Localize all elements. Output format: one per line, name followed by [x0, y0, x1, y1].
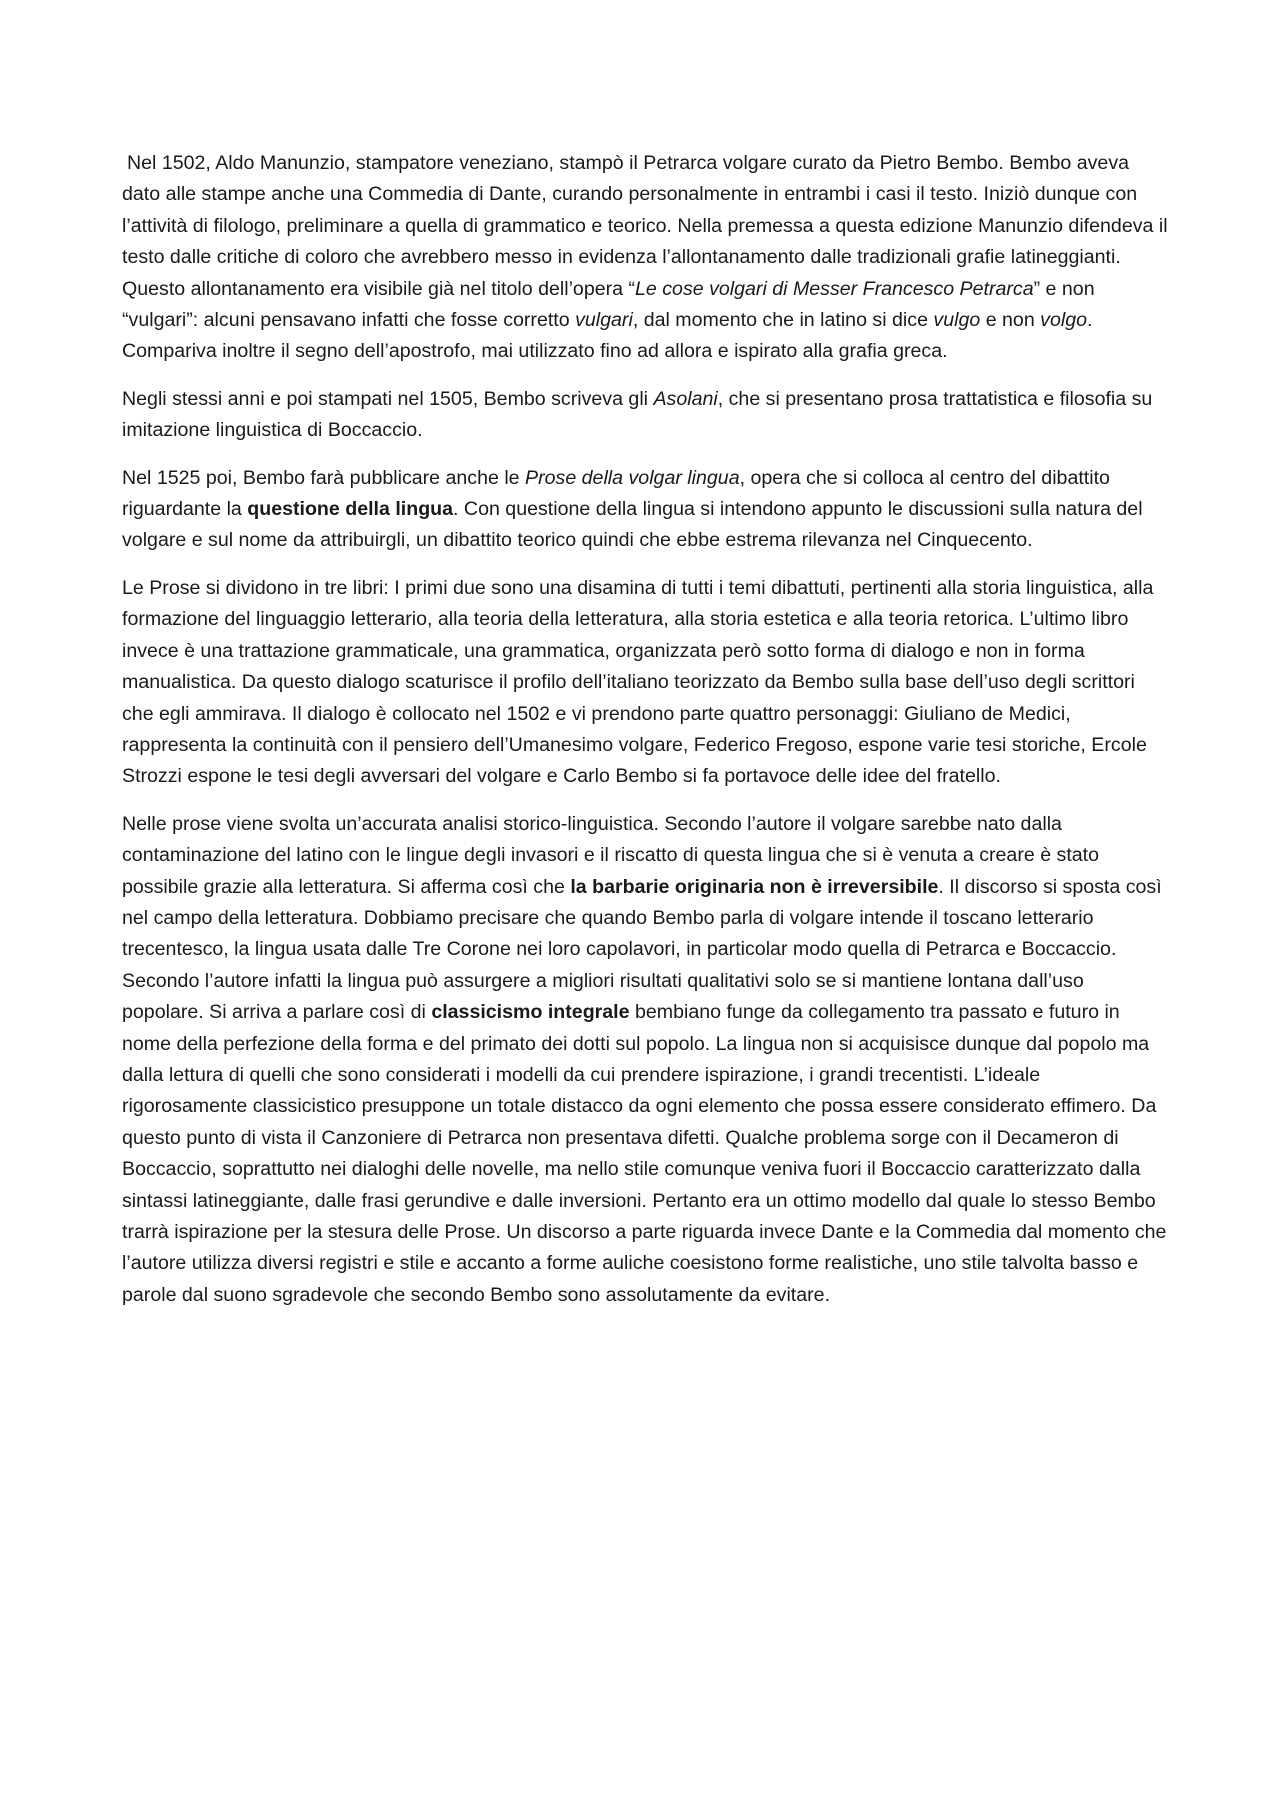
- text-run: Le Prose si dividono in tre libri: I primi due sono una disamina di tutti i temi dibattuti, pertinenti alla storia linguistica, alla formazione del linguaggio letterario, alla teoria della letteratura, alla storia estetica e alla teoria retorica. L’ultimo libro invece è una trattazione grammaticale, una grammatica, organizzata però sotto forma di dialogo e non in forma manualistica. Da questo dialogo scaturisce il profilo dell’italiano teorizzato da Bembo sulla base dell’uso degli scrittori che egli ammirava. Il dialogo è collocato nel 1502 e vi prendono parte quattro personaggi: Giuliano de Medici, rappresenta la continuità con il pensiero dell’Umanesimo volgare, Federico Fregoso, espone varie tesi storiche, Ercole Strozzi espone le tesi degli avversari del volgare e Carlo Bembo si fa portavoce delle idee del fratello.: [122, 576, 1154, 788]
- document-body: [122, 148, 1170, 1327]
- paragraph: [122, 463, 1170, 557]
- text-run: . Con questione della lingua si intendono appunto le discussioni sulla natura del volgare e sul nome da attribuirgli, un dibattito teorico quindi che ebbe estrema rilevanza nel Cinquecento.: [122, 498, 1143, 552]
- text-run: . Compariva inoltre il segno dell’apostrofo, mai utilizzato fino ad allora e ispirato alla grafia greca.: [122, 309, 1093, 363]
- text-run: Negli stessi anni e poi stampati nel 1505, Bembo scriveva gli: [122, 387, 654, 410]
- bold-text: classicismo integrale: [431, 1001, 630, 1024]
- text-run: Nel 1502, Aldo Manunzio, stampatore veneziano, stampò il Petrarca volgare curato da Pietro Bembo. Bembo aveva dato alle stampe anche una Commedia di Dante, curando personalmente in entrambi i casi il testo. Iniziò dunque con l’attività di filologo, preliminare a quella di grammatico e teorico. Nella premessa a questa edizione Manunzio difendeva il testo dalle critiche di coloro che avrebbero messo in evidenza l’allontanamento dalle tradizionali grafie latineggianti. Questo allontanamento era visibile già nel titolo dell’opera “: [122, 152, 1168, 300]
- paragraph: [122, 809, 1170, 1312]
- bold-text: la barbarie originaria non è irreversibile: [570, 875, 939, 898]
- text-run: , che si presentano prosa trattatistica e filosofia su imitazione linguistica di Boccaccio.: [122, 387, 1153, 442]
- italic-text: Prose della volgar lingua: [525, 466, 740, 489]
- text-run: bembiano funge da collegamento tra passato e futuro in nome della perfezione della forma e del primato dei dotti sul popolo. La lingua non si acquisisce dunque dal popolo ma dalla lettura di quelli che sono considerati i modelli da cui prendere ispirazione, i grandi trecentisti. L’ideale rigorosamente classicistico presuppone un totale distacco da ogni elemento che possa essere considerato effimero. Da questo punto di vista il Canzoniere di Petrarca non presentava difetti. Qualche problema sorge con il Decameron di Boccaccio, soprattutto nei dialoghi delle novelle, ma nello stile comunque veniva fuori il Boccaccio caratterizzato dalla sintassi latineggiante, dalle frasi gerundive e dalle inversioni. Pertanto era un ottimo modello dal quale lo stesso Bembo trarrà ispirazione per la stesura delle Prose. Un discorso a parte riguarda invece Dante e la Commedia dal momento che l’autore utilizza diversi registri e stile e accanto a forme auliche coesistono forme realistiche, uno stile talvolta basso e parole dal suono sgradevole che secondo Bembo sono assolutamente da evitare.: [122, 1001, 1167, 1306]
- paragraph: [122, 148, 1170, 368]
- paragraph: [122, 573, 1170, 793]
- italic-text: vulgo: [933, 309, 981, 332]
- text-run: , opera che si colloca al centro del dibattito riguardante la: [122, 466, 1110, 521]
- italic-text: Asolani: [653, 387, 718, 410]
- paragraph: [122, 384, 1170, 447]
- text-run: Nelle prose viene svolta un’accurata analisi storico-linguistica. Secondo l’autore il volgare sarebbe nato dalla contaminazione del latino con le lingue degli invasori e il riscatto di questa lingua che si è venuta a creare è stato possibile grazie alla letteratura. Si afferma così che: [122, 812, 1100, 898]
- text-run: e non: [980, 309, 1041, 332]
- text-run: ” e non “vulgari”: alcuni pensavano infatti che fosse corretto: [122, 277, 1095, 332]
- italic-text: vulgari: [575, 309, 633, 332]
- italic-text: Le cose volgari di Messer Francesco Petrarca: [635, 277, 1034, 300]
- text-run: Nel 1525 poi, Bembo farà pubblicare anche le: [122, 466, 526, 489]
- text-run: . Il discorso si sposta così nel campo della letteratura. Dobbiamo precisare che quando Bembo parla di volgare intende il toscano letterario trecentesco, la lingua usata dalle Tre Corone nei loro capolavori, in particolar modo quella di Petrarca e Boccaccio. Secondo l’autore infatti la lingua può assurgere a migliori risultati qualitativi solo se si mantiene lontana dall’uso popolare. Si arriva a parlare così di: [122, 875, 1162, 1024]
- text-run: , dal momento che in latino si dice: [632, 309, 934, 332]
- italic-text: volgo: [1040, 309, 1088, 332]
- bold-text: questione della lingua: [247, 498, 454, 521]
